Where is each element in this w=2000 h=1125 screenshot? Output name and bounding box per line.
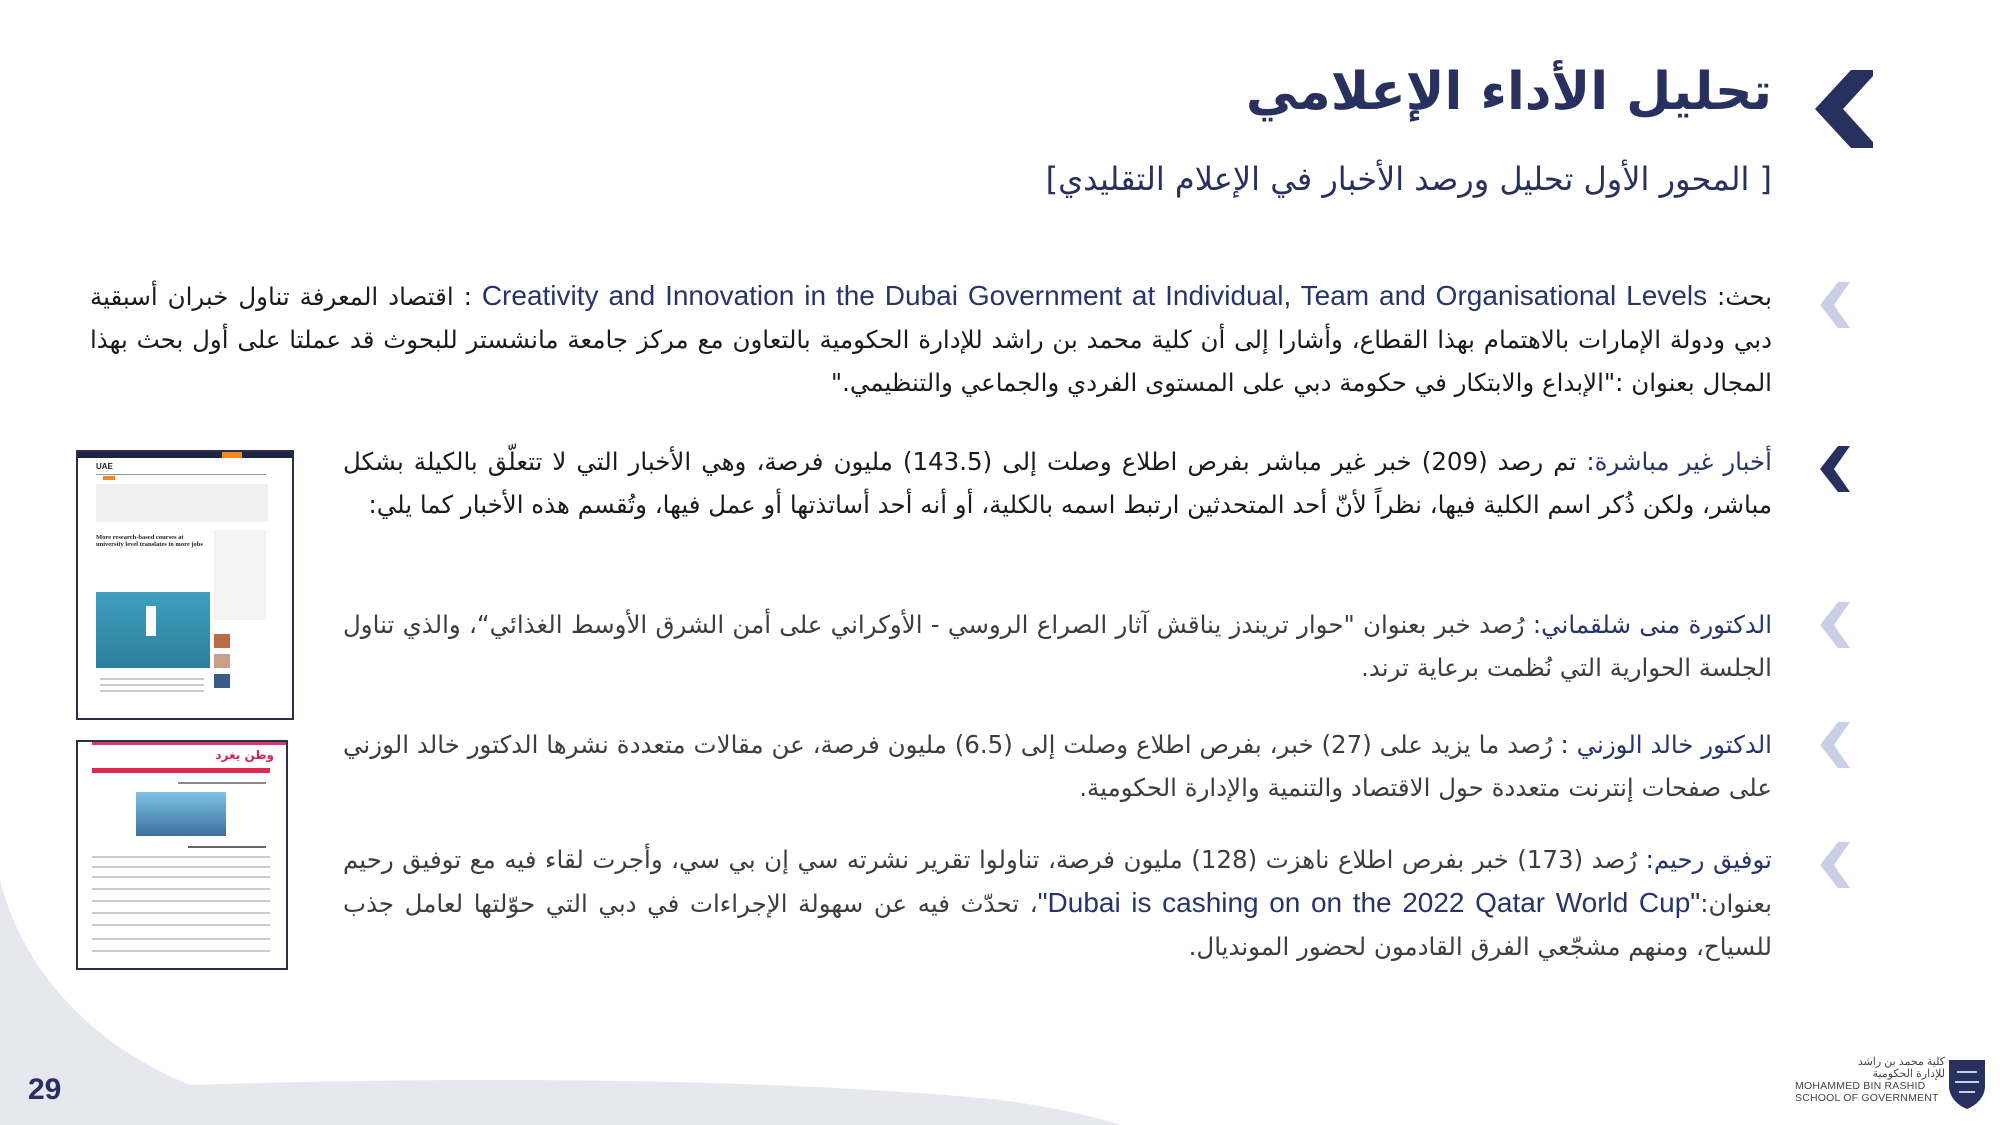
logo-arabic-line1: كلية محمد بن راشد — [1857, 1056, 1945, 1068]
paragraph-text: رُصد خبر بعنوان "حوار تريندز يناقش آثار الصراع الروسي - الأوكراني على أمن الشرق الأوسط الغذائي“، والذي تناول الجلسة الحوارية التي نُظمت برعاية ترند. — [343, 610, 1772, 682]
logo-english-line1: MOHAMMED BIN RASHID — [1795, 1080, 1926, 1092]
shield-emblem-icon — [1947, 1058, 1987, 1110]
mbrsg-logo — [1795, 1056, 1990, 1112]
paragraph-mona-shalaqmani — [343, 603, 1772, 689]
paragraph-khaled-wazani — [343, 723, 1772, 809]
paragraph-label: أخبار غير مباشرة: — [1586, 447, 1772, 476]
paragraph-label: بحث: — [1717, 282, 1772, 311]
paragraph-tawfiq-rahim — [343, 838, 1772, 968]
paragraph-text: رُصد ما يزيد على (27) خبر، بفرص اطلاع وصلت إلى (6.5) مليون فرصة، عن مقالات متعددة نشرها الدكتور خالد الوزني على صفحات إنترنت متعددة حول الاقتصاد والتنمية والإدارة الحكومية. — [343, 730, 1772, 802]
bullet-chevron-icon — [1820, 282, 1852, 328]
news-screenshot-thenational — [76, 450, 294, 720]
paragraph-label: الدكتور خالد الوزني : — [1560, 730, 1772, 759]
bullet-chevron-icon — [1820, 842, 1852, 888]
logo-arabic-line2: للإدارة الحكومية — [1872, 1068, 1945, 1080]
page-number: 29 — [28, 1073, 62, 1106]
paragraph-text: ، تحدّث فيه عن سهولة الإجراءات في دبي التي حوّلتها لعامل جذب للسياح، ومنهم مشجّعي الفرق القادمون لحضور المونديال. — [343, 889, 1772, 961]
thumbnail-site-logo: وطن يغرد — [215, 748, 274, 762]
logo-english-line2: SCHOOL OF GOVERNMENT — [1795, 1092, 1939, 1104]
thumbnail-section: UAE — [96, 462, 113, 471]
paragraph-indirect-news — [343, 440, 1772, 526]
paragraph-text: رُصد (173) خبر بفرص اطلاع ناهزت (128) مليون فرصة، تناولوا تقرير نشرته سي إن بي سي، وأجرت لقاء فيه مع توفيق رحيم بعنوان: — [343, 845, 1772, 918]
page-subtitle: [ المحور الأول تحليل ورصد الأخبار في الإعلام التقليدي] — [1045, 160, 1772, 198]
page-title: تحليل الأداء الإعلامي — [1245, 62, 1772, 122]
paragraph-research — [90, 274, 1772, 404]
research-title-english: Creativity and Innovation in the Dubai Government at Individual, Team and Organisational Levels — [481, 280, 1708, 311]
paragraph-label: توفيق رحيم: — [1645, 845, 1772, 874]
paragraph-text: : اقتصاد المعرفة تناول خبران أسبقية دبي ودولة الإمارات بالاهتمام بهذا القطاع، وأشارا إلى أن كلية محمد بن راشد للإدارة الحكومية بالتعاون مع مركز جامعة مانشستر للبحوث قد عملتا على أول بحث بهذا المجال بعنوان :"الإبداع والابتكار في حكومة دبي على المستوى الفردي والجماعي والتنظيمي." — [90, 282, 1772, 397]
bullet-chevron-icon — [1820, 722, 1852, 768]
paragraph-label: الدكتورة منى شلقماني: — [1532, 610, 1772, 639]
title-chevron-icon — [1815, 70, 1875, 148]
bullet-chevron-icon — [1820, 602, 1852, 648]
thumbnail-headline: More research-based courses at university level translates to more jobs — [96, 534, 203, 548]
bullet-chevron-icon — [1820, 446, 1852, 492]
paragraph-text: تم رصد (209) خبر غير مباشر بفرص اطلاع وصلت إلى (143.5) مليون فرصة، وهي الأخبار التي لا تتعلّق بالكيلة بشكل مباشر، ولكن ذُكر اسم الكلية فيها، نظراً لأنّ أحد المتحدثين ارتبط اسمه بالكلية، أو أنه أحد أساتذتها أو عمل فيها، وتُقسم هذه الأخبار كما يلي: — [343, 447, 1772, 519]
report-title-english: "Dubai is cashing on on the 2022 Qatar World Cup" — [1037, 887, 1701, 918]
news-screenshot-watan — [76, 740, 288, 970]
